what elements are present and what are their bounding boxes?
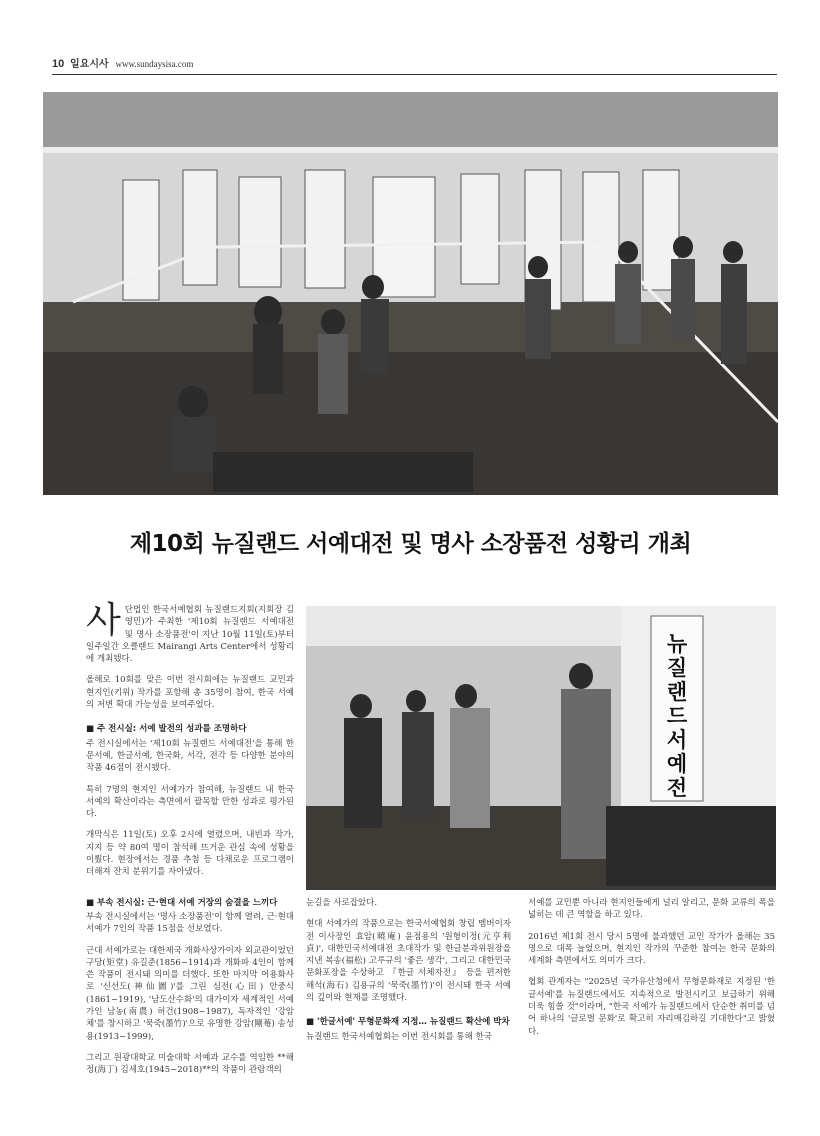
lead-paragraph: 단법인 한국서예협회 뉴질랜드지회(지회장 김영민)가 주최한 '제10회 뉴질랜드 서예대전 및 명사 소장품전'이 지난 10월 11일(토)부터 일주일간 오클랜드 Mairangi Arts Center에서 성황리에 개최됐다. — [86, 605, 294, 665]
article-column-2 — [306, 897, 511, 1052]
paragraph: 올해로 10회를 맞은 이번 전시회에는 뉴질랜드 교민과 현지인(키위) 작가를 포함해 총 35명이 참여, 한국 서예의 저변 확대 가능성을 보여주었다. — [86, 675, 294, 711]
paragraph: 협회 관계자는 "2025년 국가유산청에서 무형문화재로 지정된 '한글서예'를 뉴질랜드에서도 지속적으로 발전시키고 보급하기 위해 더욱 힘쓸 것"이라며, "한국 서예가 뉴질랜드에서 단순한 취미를 넘어 하나의 '글로벌 문화'로 확고히 자리매김하길 기대한다"고 밝혔다. — [528, 977, 775, 1037]
paragraph: 2016년 제1회 전시 당시 5명에 불과했던 교민 작가가 올해는 35명으로 대폭 늘었으며, 현지인 작가의 꾸준한 참여는 한국 문화의 세계화 측면에서도 의미가 크다. — [528, 931, 775, 967]
paragraph: 그리고 원광대학교 미술대학 서예과 교수를 역임한 **해정(海丁) 김세호(1945~2018)**의 작품이 관람객의 — [86, 1052, 294, 1076]
drop-cap: 사 — [86, 600, 121, 641]
exhibition-attendees-photo — [306, 606, 776, 890]
publication-url[interactable]: www.sundaysisa.com — [115, 59, 194, 69]
article-headline: 제10회 뉴질랜드 서예대전 및 명사 소장품전 성황리 개최 — [129, 531, 692, 557]
exhibition-banner-text: 뉴질랜드서예전 — [666, 632, 688, 800]
page-number: 10 — [52, 58, 65, 70]
paragraph: 근대 서예가로는 대한제국 개화사상가이자 외교관이었던 구당(矩堂) 유길준(1856~1914)과 개화파 4인이 함께 쓴 작품이 전시돼 의미를 더했다. 또한 마지막 어용화사로 '신선도(神仙圖)'를 그린 심전(心田) 안중식(1861~1919), '남도산수화'의 대가이자 세계적인 서예가인 남농(南農) 허건(1908~1987), 독자적인 '강암체'를 창시하고 '묵죽(墨竹)'으로 유명한 강암(剛菴) 송성용(1913~1999), — [86, 945, 294, 1042]
article-column-1 — [86, 600, 294, 1086]
section-subheading: ■ 주 전시실: 서예 발전의 성과를 조명하다 — [86, 724, 247, 735]
paragraph: 부속 전시실에서는 '명사 소장품전'이 함께 열려, 근·현대 서예가 7인의 작품 15점을 선보였다. — [86, 911, 294, 935]
gallery-overview-photo — [43, 92, 778, 495]
paragraph: 뉴질랜드 한국서예협회는 이번 전시회를 통해 한국 — [306, 1031, 492, 1042]
paragraph: 특히 7명의 현지인 서예가가 참여해, 뉴질랜드 내 한국 서예의 확산이라는 측면에서 괄목할 만한 성과로 평가된다. — [86, 784, 294, 820]
paragraph: 눈길을 사로잡았다. — [306, 898, 378, 908]
publication-name: 일요시사 — [70, 59, 109, 70]
section-subheading: ■ '한글서예' 무형문화재 지정… 뉴질랜드 확산에 박차 — [306, 1017, 510, 1028]
paragraph: 서예를 교민뿐 아니라 현지인들에게 널리 알리고, 문화 교류의 폭을 넓히는 데 큰 역할을 하고 있다. — [528, 898, 775, 921]
section-subheading: ■ 부속 전시실: 근·현대 서예 거장의 숨결을 느끼다 — [86, 897, 278, 908]
header-rule — [52, 74, 777, 75]
paragraph: 개막식은 11일(토) 오후 2시에 열렸으며, 내빈과 작가, 지지 등 약 80여 명이 참석해 뜨거운 관심 속에 성황을 이뤘다. 현장에서는 경품 추첨 등 다채로운 프로그램이 더해져 잔치 분위기를 자아냈다. — [86, 830, 294, 878]
article-column-3 — [528, 897, 775, 1047]
paragraph: 현대 서예가의 작품으로는 한국서예협회 창립 멤버이자 전 이사장인 효암(曉庵) 윤점용의 '원형이정(元亨利貞)', 대한민국서예대전 초대작가 및 한글분과위원장을 지낸 복송(福松) 고루규의 '좋은 생각', 그리고 대한민국 문화포장을 수상하고 『한글 서체자전』 등을 편저한 해석(海石) 김용규의 '묵죽(墨竹)'이 전시돼 한국 서예의 깊이와 현재를 조명했다. — [306, 919, 511, 1004]
page-header — [52, 55, 772, 73]
paragraph: 주 전시실에서는 '제10회 뉴질랜드 서예대전'을 통해 한문서예, 한글서예, 한국화, 서각, 전각 등 다양한 분야의 작품 46점이 전시됐다. — [86, 738, 294, 774]
